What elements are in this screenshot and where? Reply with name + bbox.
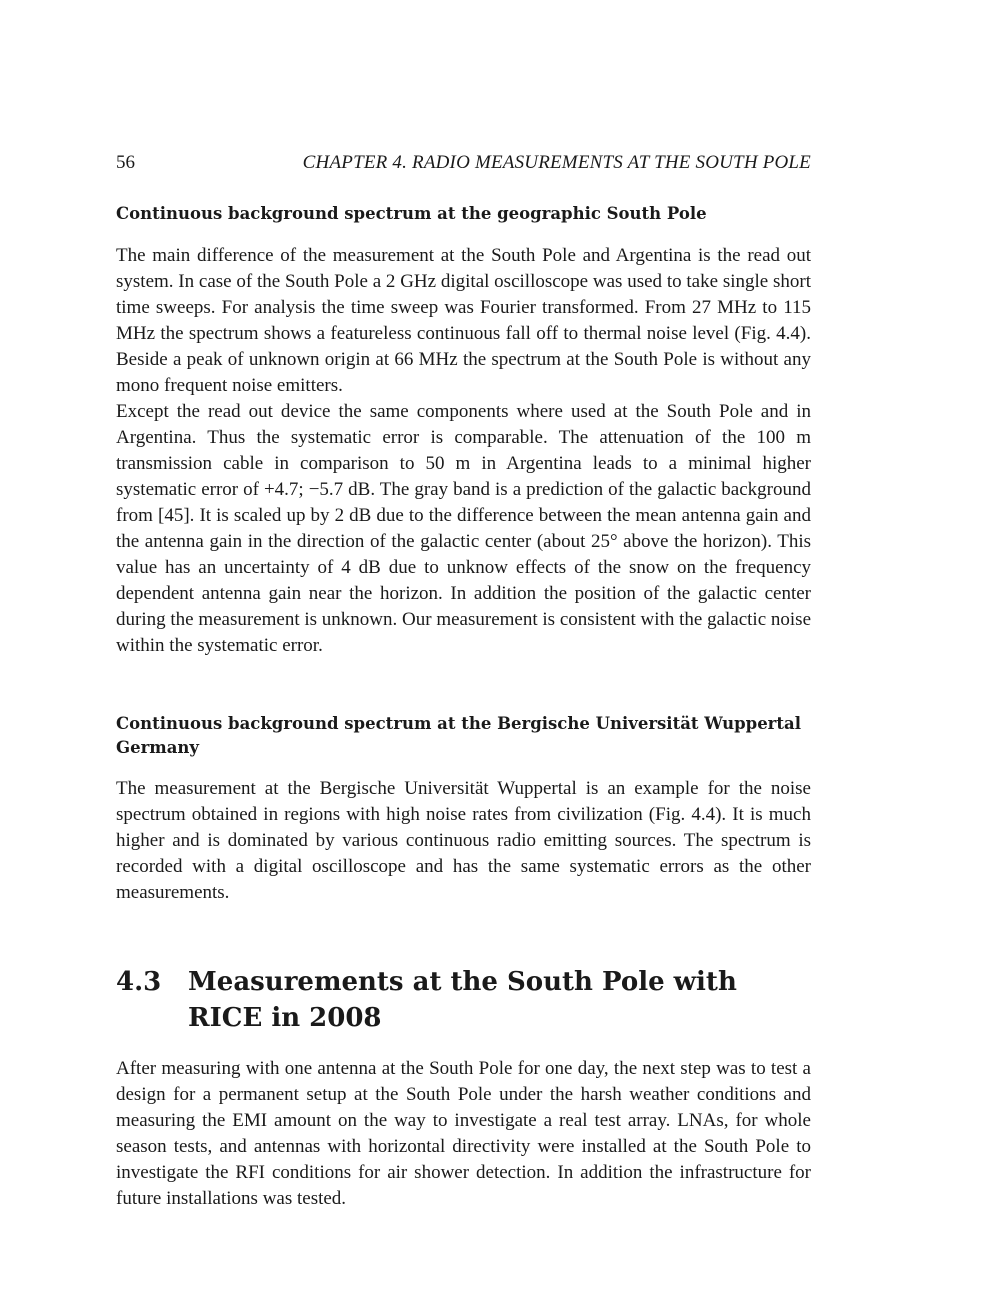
page-number: 56 <box>116 152 135 173</box>
paragraph-rice-2008: After measuring with one antenna at the South Pole for one day, the next step was to test a design for a permanent setup at the South Pole under the harsh weather conditions and measuring the EMI amount on the way to investigate a real test array. LNAs, for whole season tests, and antennas with horizontal directivity were installed at the South Pole to investigate the RFI conditions for air shower detection. In addition the infrastructure for future installations was tested. <box>116 1058 811 1209</box>
section-heading <box>116 964 811 1036</box>
section-title: Measurements at the South Pole with RICE in 2008 <box>188 967 737 1033</box>
paragraph-systematic-error: Except the read out device the same components where used at the South Pole and in Argentina. Thus the systematic error is comparable. The attenuation of the 100 m transmission cable in comparison to 50 m in Argentina leads to a minimal higher systematic error of +4.7; −5.7 dB. The gray band is a prediction of the galactic background from [45]. It is scaled up by 2 dB due to the difference between the mean antenna gain and the antenna gain in the direction of the galactic center (about 25° above the horizon). This value has an uncertainty of 4 dB due to unknow effects of the snow on the frequency dependent antenna gain near the horizon. In addition the position of the galactic center during the measurement is unknown. Our measurement is consistent with the galactic noise within the systematic error. <box>116 401 811 656</box>
paragraph-wuppertal-spectrum: The measurement at the Bergische Universität Wuppertal is an example for the noise spectrum obtained in regions with high noise rates from civilization (Fig. 4.4). It is much higher and is dominated by various continuous radio emitting sources. The spectrum is recorded with a digital oscilloscope and has the same systematic errors as the other measurements. <box>116 778 811 903</box>
running-header <box>116 152 811 176</box>
paragraph-south-pole-spectrum: The main difference of the measurement at the South Pole and Argentina is the read out system. In case of the South Pole a 2 GHz digital oscilloscope was used to take single short time sweeps. For analysis the time sweep was Fourier transformed. From 27 MHz to 115 MHz the spectrum shows a featureless continuous fall off to thermal noise level (Fig. 4.4). Beside a peak of unknown origin at 66 MHz the spectrum at the South Pole is without any mono frequent noise emitters. <box>116 245 811 396</box>
section-number: 4.3 <box>116 967 162 997</box>
subsection-heading-south-pole: Continuous background spectrum at the geographic South Pole <box>116 204 707 223</box>
chapter-title: CHAPTER 4. RADIO MEASUREMENTS AT THE SOUTH POLE <box>302 152 811 173</box>
subsection-heading-wuppertal: Continuous background spectrum at the Bergische Universität Wuppertal Germany <box>116 714 801 757</box>
